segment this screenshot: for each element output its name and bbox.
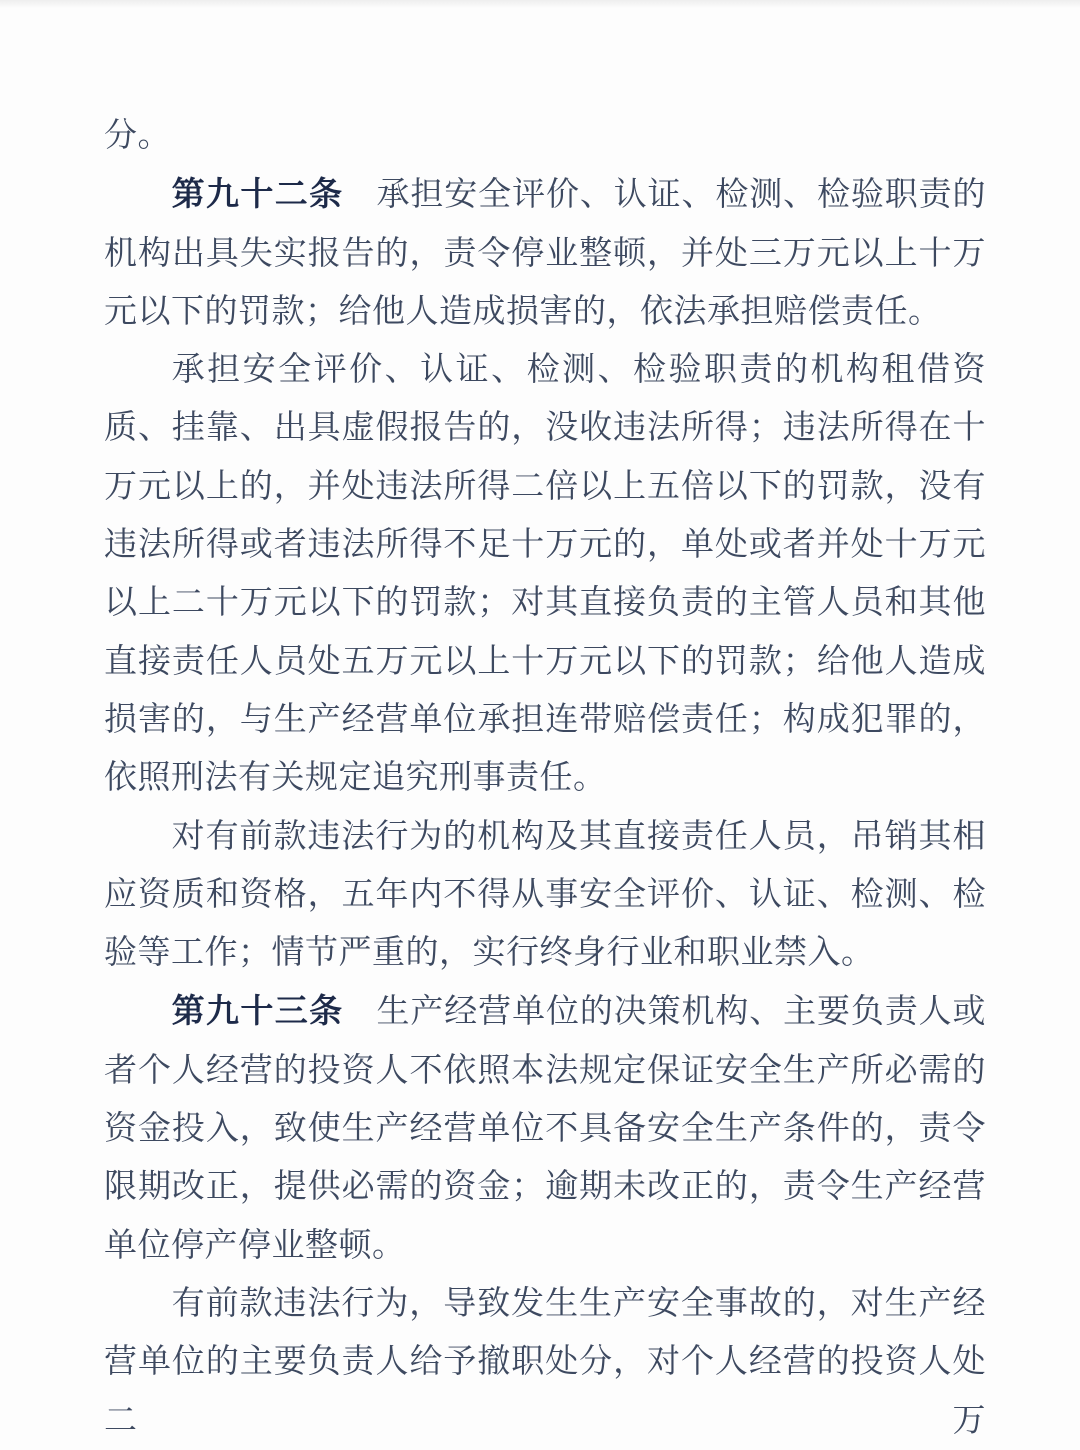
paragraph: 承担安全评价、认证、检测、检验职责的机构租借资质、挂靠、出具虚假报告的，没收违法所得；违法所得在十万元以上的，并处违法所得二倍以上五倍以下的罚款，没有违法所得或者违法所得不足十万元的，单处或者并处十万元以上二十万元以下的罚款；对其直接负责的主管人员和其他直接责任人员处五万元以上十万元以下的罚款；给他人造成损害的，与生产经营单位承担连带赔偿责任；构成犯罪的，依照刑法有关规定追究刑事责任。 xyxy=(104,352,986,797)
article-93-number-heading: 第九十三条 xyxy=(171,992,344,1030)
document-page xyxy=(104,107,986,1450)
article-92-number-heading: 第九十二条 xyxy=(171,175,344,213)
article-93-paragraph xyxy=(104,982,986,1274)
paragraph-continuation: 分。 xyxy=(104,118,171,154)
page-top-edge-shade xyxy=(0,0,1080,8)
article-93-text: 生产经营单位的决策机构、主要负责人或者个人经营的投资人不依照本法规定保证安全生产所必需的资金投入，致使生产经营单位不具备安全生产条件的，责令限期改正，提供必需的资金；逾期未改正的，责令生产经营单位停产停业整顿。 xyxy=(104,994,987,1264)
article-92-text: 承担安全评价、认证、检测、检验职责的机构出具失实报告的，责令停业整顿，并处三万元以上十万元以下的罚款；给他人造成损害的，依法承担赔偿责任。 xyxy=(104,177,987,330)
article-92-paragraph xyxy=(104,165,986,341)
paragraph-cutoff-at-page-bottom: 有前款违法行为，导致发生生产安全事故的，对生产经营单位的主要负责人给予撤职处分，对个人经营的投资人处二万 xyxy=(104,1285,986,1439)
paragraph: 对有前款违法行为的机构及其直接责任人员，吊销其相应资质和资格，五年内不得从事安全评价、认证、检测、检验等工作；情节严重的，实行终身行业和职业禁入。 xyxy=(104,818,986,972)
